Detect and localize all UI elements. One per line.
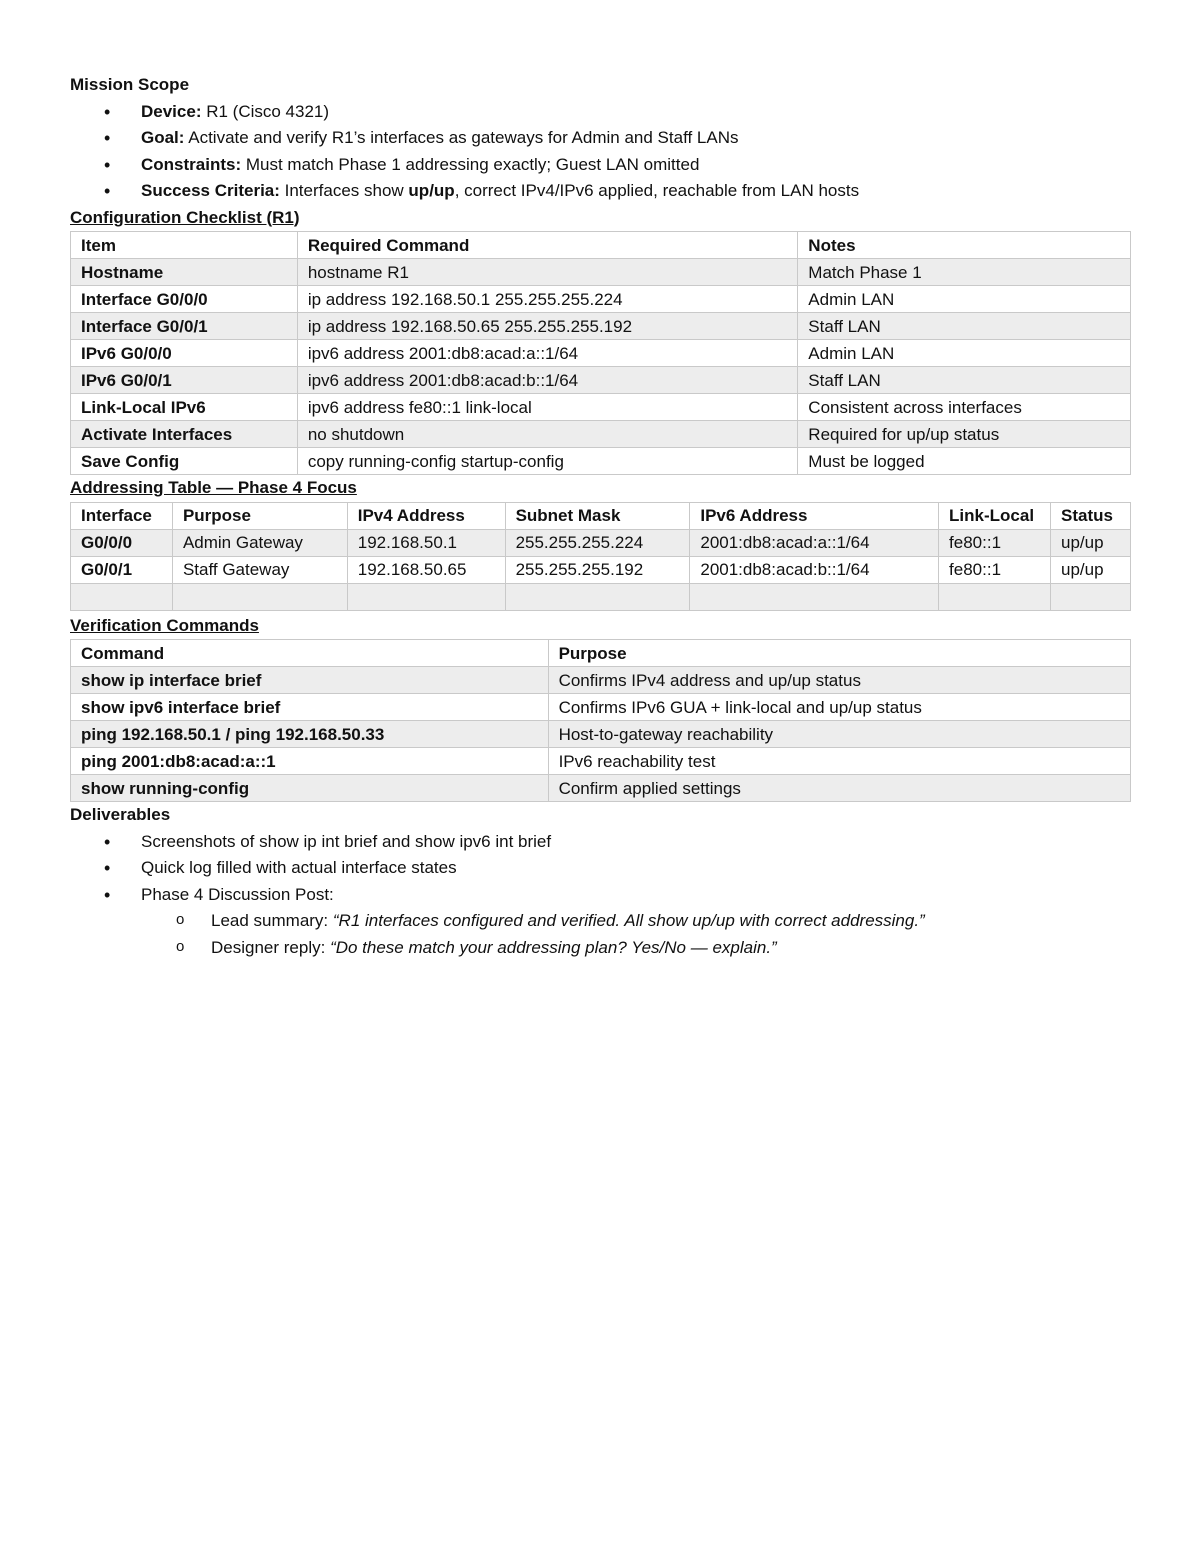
table-cell: G0/0/1 <box>71 556 173 583</box>
table-cell: Host-to-gateway reachability <box>548 721 1130 748</box>
table-cell: Admin LAN <box>798 340 1131 367</box>
lead-summary-quote: “R1 interfaces configured and verified. All show up/up with correct addressing.” <box>332 911 925 930</box>
mission-scope-heading: Mission Scope <box>70 75 190 94</box>
table-row <box>71 529 1131 556</box>
sub-list-item <box>70 935 1131 962</box>
header-cell: Notes <box>798 232 1131 259</box>
table-cell: G0/0/0 <box>71 529 173 556</box>
success-label: Success Criteria: <box>141 181 280 200</box>
table-cell: Confirms IPv6 GUA + link-local and up/up status <box>548 694 1130 721</box>
success-text-pre: Interfaces show <box>279 181 409 200</box>
table-cell: fe80::1 <box>939 556 1051 583</box>
table-row <box>71 340 1131 367</box>
table-header-row <box>71 640 1131 667</box>
table-cell: Staff Gateway <box>172 556 347 583</box>
header-cell: Item <box>71 232 298 259</box>
table-cell: Match Phase 1 <box>798 259 1131 286</box>
empty-table-row <box>71 583 1131 610</box>
goal-text: Activate and verify R1’s interfaces as gateways for Admin and Staff LANs <box>184 128 739 147</box>
deliverables-heading: Deliverables <box>70 805 171 824</box>
table-cell: 192.168.50.1 <box>347 529 505 556</box>
table-row <box>71 694 1131 721</box>
list-item <box>70 125 1131 152</box>
table-cell: Staff LAN <box>798 313 1131 340</box>
empty-cell <box>172 583 347 610</box>
table-row <box>71 394 1131 421</box>
list-item <box>70 152 1131 179</box>
checklist-heading: Configuration Checklist (R1) <box>70 207 300 227</box>
success-text-bold: up/up <box>408 181 455 200</box>
table-cell: 255.255.255.224 <box>505 529 690 556</box>
header-cell: IPv4 Address <box>347 502 505 529</box>
table-cell: 255.255.255.192 <box>505 556 690 583</box>
addressing-heading: Addressing Table — Phase 4 Focus <box>70 478 357 497</box>
table-cell: Admin LAN <box>798 286 1131 313</box>
discussion-post-label: Phase 4 Discussion Post: <box>141 884 334 904</box>
table-cell: Save Config <box>71 448 298 475</box>
header-cell: Required Command <box>297 232 797 259</box>
table-cell: ip address 192.168.50.1 255.255.255.224 <box>297 286 797 313</box>
table-row <box>71 286 1131 313</box>
designer-reply-label: Designer reply: <box>211 937 331 957</box>
header-cell: Interface <box>71 502 173 529</box>
list-item: • Quick log filled with actual interface states <box>70 855 1131 882</box>
table-cell: IPv6 reachability test <box>548 748 1130 775</box>
table-cell: copy running-config startup-config <box>297 448 797 475</box>
empty-cell <box>505 583 690 610</box>
designer-reply-quote: “Do these match your addressing plan? Yes/No — explain.” <box>330 937 777 957</box>
table-cell: Link-Local IPv6 <box>71 394 298 421</box>
empty-cell <box>690 583 939 610</box>
table-row <box>71 721 1131 748</box>
discussion-post-sublist <box>141 908 1131 961</box>
table-row <box>71 313 1131 340</box>
table-cell: 2001:db8:acad:a::1/64 <box>690 529 939 556</box>
header-cell: Subnet Mask <box>505 502 690 529</box>
table-cell: ping 192.168.50.1 / ping 192.168.50.33 <box>71 721 549 748</box>
table-cell: show ip interface brief <box>71 667 549 694</box>
addressing-table <box>70 502 1131 611</box>
table-cell: Required for up/up status <box>798 421 1131 448</box>
deliverables-list <box>70 829 1131 962</box>
table-header-row <box>71 232 1131 259</box>
table-cell: ipv6 address fe80::1 link-local <box>297 394 797 421</box>
header-cell: Link-Local <box>939 502 1051 529</box>
table-cell: Must be logged <box>798 448 1131 475</box>
table-cell: no shutdown <box>297 421 797 448</box>
table-cell: IPv6 G0/0/1 <box>71 367 298 394</box>
empty-cell <box>71 583 173 610</box>
header-cell: Command <box>71 640 549 667</box>
table-cell: Admin Gateway <box>172 529 347 556</box>
sub-list-item <box>70 908 1131 935</box>
table-cell: up/up <box>1050 556 1130 583</box>
table-cell: Hostname <box>71 259 298 286</box>
table-row <box>71 748 1131 775</box>
table-cell: fe80::1 <box>939 529 1051 556</box>
header-cell: IPv6 Address <box>690 502 939 529</box>
verification-table <box>70 639 1131 802</box>
table-cell: hostname R1 <box>297 259 797 286</box>
document-page <box>70 72 1131 961</box>
table-header-row <box>71 502 1131 529</box>
header-cell: Purpose <box>548 640 1130 667</box>
table-row <box>71 367 1131 394</box>
table-cell: Interface G0/0/0 <box>71 286 298 313</box>
list-item: • Screenshots of show ip int brief and show ipv6 int brief <box>70 829 1131 856</box>
empty-cell <box>1050 583 1130 610</box>
checklist-table <box>70 231 1131 475</box>
verification-heading: Verification Commands <box>70 615 259 635</box>
list-item <box>70 99 1131 126</box>
table-cell: ipv6 address 2001:db8:acad:a::1/64 <box>297 340 797 367</box>
table-row <box>71 556 1131 583</box>
table-cell: up/up <box>1050 529 1130 556</box>
table-cell: IPv6 G0/0/0 <box>71 340 298 367</box>
table-row <box>71 259 1131 286</box>
table-row <box>71 775 1131 802</box>
table-cell: show ipv6 interface brief <box>71 694 549 721</box>
device-label: Device: <box>141 101 202 121</box>
table-cell: ping 2001:db8:acad:a::1 <box>71 748 549 775</box>
header-cell: Purpose <box>172 502 347 529</box>
empty-cell <box>939 583 1051 610</box>
table-row <box>71 667 1131 694</box>
table-cell: Activate Interfaces <box>71 421 298 448</box>
empty-cell <box>347 583 505 610</box>
table-cell: ipv6 address 2001:db8:acad:b::1/64 <box>297 367 797 394</box>
table-cell: Confirms IPv4 address and up/up status <box>548 667 1130 694</box>
lead-summary-label: Lead summary: <box>211 911 333 930</box>
success-text-post: , correct IPv4/IPv6 applied, reachable from LAN hosts <box>454 181 860 200</box>
goal-label: Goal: <box>141 128 185 147</box>
list-item <box>70 178 1131 205</box>
table-cell: ip address 192.168.50.65 255.255.255.192 <box>297 313 797 340</box>
table-cell: Consistent across interfaces <box>798 394 1131 421</box>
device-text: R1 (Cisco 4321) <box>201 101 330 121</box>
table-row <box>71 421 1131 448</box>
table-cell: 2001:db8:acad:b::1/64 <box>690 556 939 583</box>
header-cell: Status <box>1050 502 1130 529</box>
table-cell: Interface G0/0/1 <box>71 313 298 340</box>
constraints-text: Must match Phase 1 addressing exactly; Guest LAN omitted <box>241 154 700 174</box>
table-cell: show running-config <box>71 775 549 802</box>
table-cell: 192.168.50.65 <box>347 556 505 583</box>
table-cell: Staff LAN <box>798 367 1131 394</box>
constraints-label: Constraints: <box>141 154 242 174</box>
table-row <box>71 448 1131 475</box>
table-cell: Confirm applied settings <box>548 775 1130 802</box>
mission-scope-list <box>70 99 1131 205</box>
list-item <box>70 882 1131 962</box>
